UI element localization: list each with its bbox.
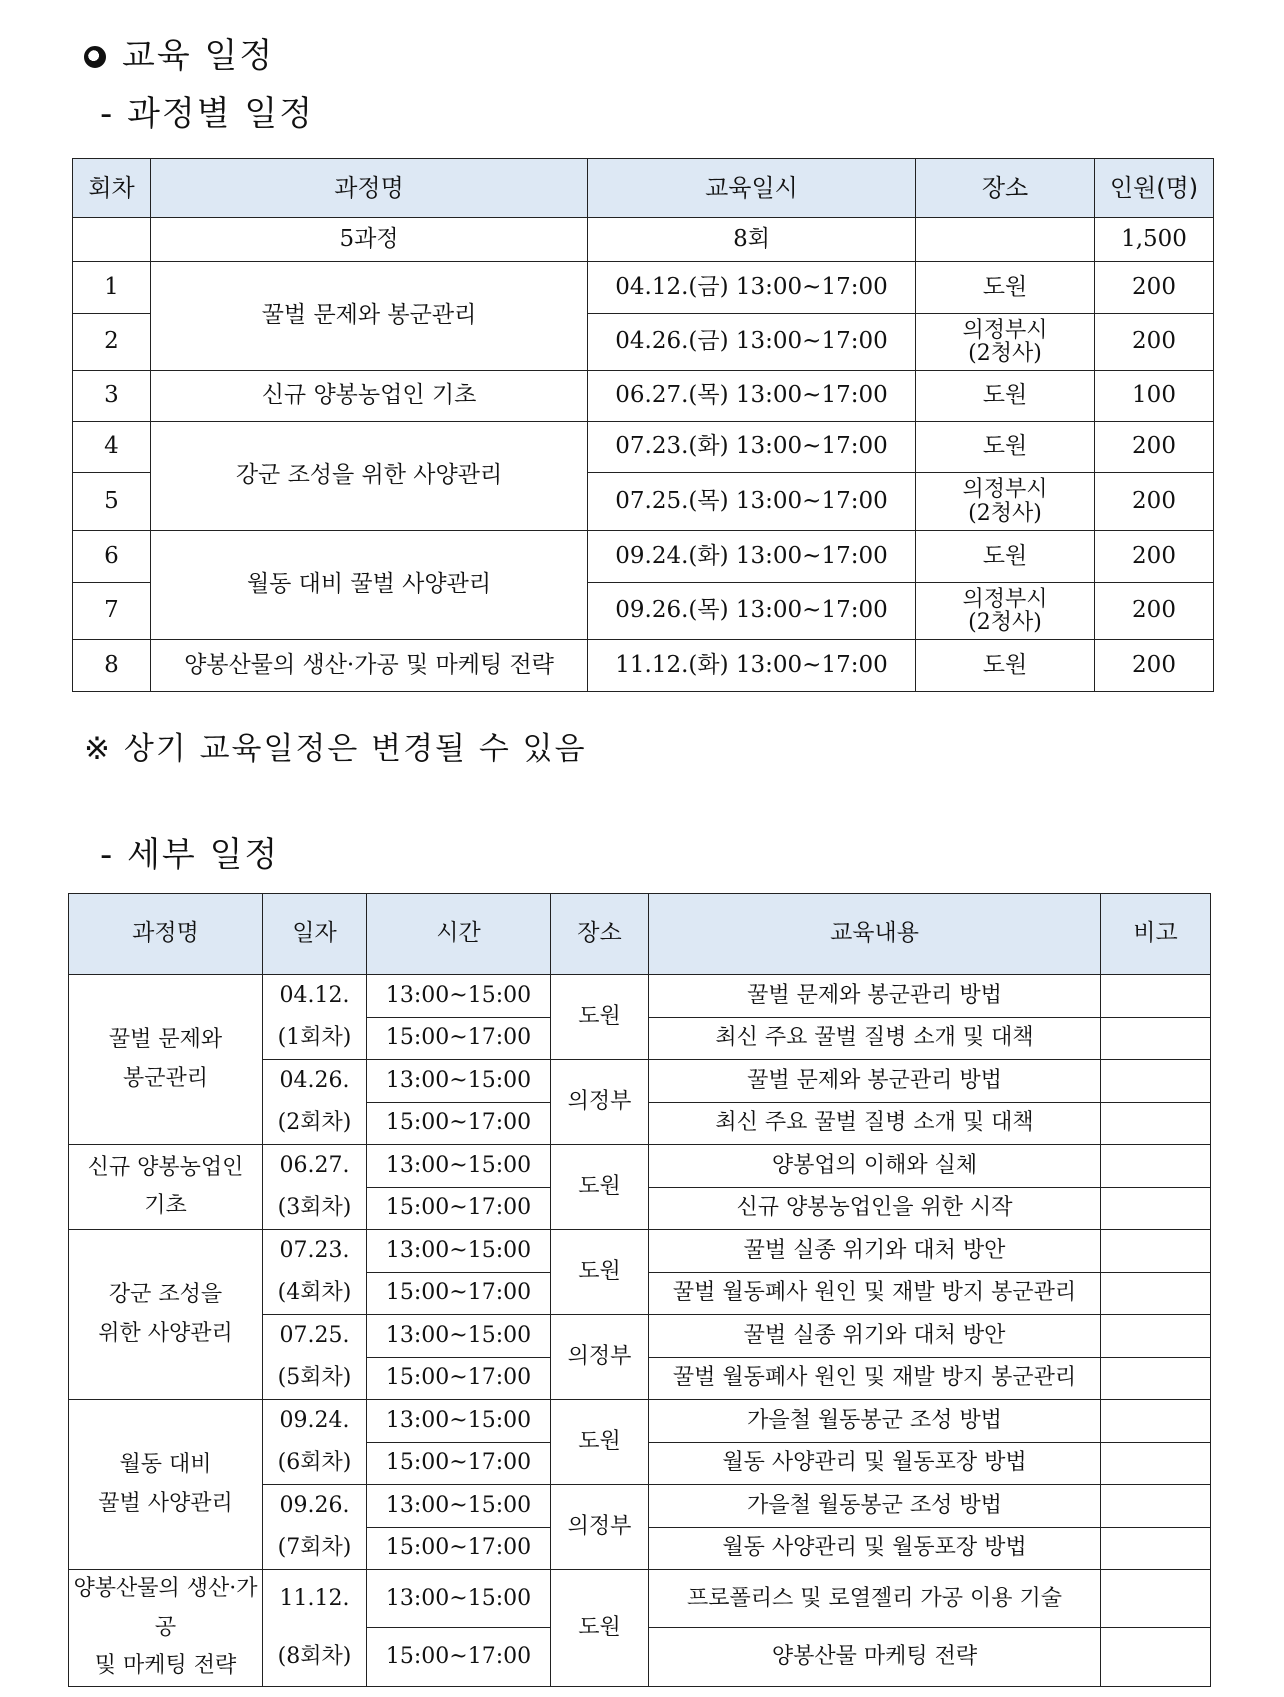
- remarks-cell: [1101, 975, 1211, 1018]
- course-name-line: 월동 대비: [119, 1452, 212, 1477]
- total-place: [916, 218, 1095, 262]
- date-cell: 04.12.: [263, 975, 367, 1018]
- content-cell: 월동 사양관리 및 월동포장 방법: [649, 1527, 1101, 1570]
- header-time: 시간: [367, 894, 551, 975]
- remarks-cell: [1101, 1485, 1211, 1528]
- place-cell: 도원: [916, 640, 1095, 692]
- section-heading-schedule: [84, 28, 274, 77]
- course-cell: 월동 대비 꿀벌 사양관리: [151, 531, 588, 640]
- time-cell: 13:00~15:00: [367, 1570, 551, 1628]
- table-header-row: [73, 159, 1214, 218]
- place-cell: 도원: [916, 531, 1095, 583]
- time-cell: 15:00~17:00: [367, 1187, 551, 1230]
- table-row: [73, 640, 1214, 692]
- content-cell: 최신 주요 꿀벌 질병 소개 및 대책: [649, 1017, 1101, 1060]
- remarks-cell: [1101, 1230, 1211, 1273]
- people-cell: 200: [1095, 422, 1214, 473]
- round-cell: 6: [73, 531, 151, 583]
- place-sub: (2청사): [968, 610, 1042, 635]
- people-cell: 200: [1095, 531, 1214, 583]
- date-cell: 07.25.: [263, 1315, 367, 1358]
- round-cell: (3회차): [263, 1187, 367, 1230]
- total-round: [73, 218, 151, 262]
- round-cell: (7회차): [263, 1527, 367, 1570]
- table-row: [69, 1400, 1211, 1443]
- course-name-cell: [69, 1570, 263, 1687]
- round-cell: 5: [73, 473, 151, 531]
- header-course: 과정명: [69, 894, 263, 975]
- time-cell: 13:00~15:00: [367, 975, 551, 1018]
- people-cell: 200: [1095, 314, 1214, 371]
- remarks-cell: [1101, 1315, 1211, 1358]
- course-cell: 강군 조성을 위한 사양관리: [151, 422, 588, 531]
- course-name-cell: [69, 975, 263, 1145]
- datetime-cell: 09.24.(화) 13:00~17:00: [588, 531, 916, 583]
- place-cell: 도원: [551, 1570, 649, 1687]
- heading-text: 교육 일정: [122, 36, 275, 76]
- course-name-line: 양봉산물의 생산·가공: [73, 1576, 258, 1640]
- time-cell: 15:00~17:00: [367, 1357, 551, 1400]
- place-name: 의정부시: [962, 317, 1048, 343]
- header-remarks: 비고: [1101, 894, 1211, 975]
- header-content: 교육내용: [649, 894, 1101, 975]
- circle-bullet-icon: [84, 46, 106, 68]
- place-cell: 도원: [916, 262, 1095, 314]
- remarks-cell: [1101, 1570, 1211, 1628]
- total-row: [73, 218, 1214, 262]
- round-cell: (2회차): [263, 1102, 367, 1145]
- place-cell: 의정부: [551, 1060, 649, 1145]
- place-cell: 도원: [551, 1145, 649, 1230]
- course-name-cell: [69, 1400, 263, 1570]
- time-cell: 15:00~17:00: [367, 1272, 551, 1315]
- time-cell: 15:00~17:00: [367, 1527, 551, 1570]
- datetime-cell: 04.26.(금) 13:00~17:00: [588, 314, 916, 371]
- remarks-cell: [1101, 1357, 1211, 1400]
- time-cell: 13:00~15:00: [367, 1400, 551, 1443]
- datetime-cell: 04.12.(금) 13:00~17:00: [588, 262, 916, 314]
- time-cell: 13:00~15:00: [367, 1230, 551, 1273]
- people-cell: 200: [1095, 473, 1214, 531]
- time-cell: 15:00~17:00: [367, 1017, 551, 1060]
- content-cell: 꿀벌 문제와 봉군관리 방법: [649, 975, 1101, 1018]
- remarks-cell: [1101, 1187, 1211, 1230]
- table-row: [73, 422, 1214, 473]
- round-cell: (6회차): [263, 1442, 367, 1485]
- course-name-line: 및 마케팅 전략: [94, 1653, 237, 1678]
- content-cell: 꿀벌 월동폐사 원인 및 재발 방지 봉군관리: [649, 1357, 1101, 1400]
- date-cell: 07.23.: [263, 1230, 367, 1273]
- place-sub: (2청사): [968, 500, 1042, 526]
- round-cell: 7: [73, 583, 151, 640]
- course-name-cell: [69, 1230, 263, 1400]
- course-cell: 양봉산물의 생산·가공 및 마케팅 전략: [151, 640, 588, 692]
- round-cell: (1회차): [263, 1017, 367, 1060]
- remarks-cell: [1101, 1060, 1211, 1103]
- place-cell: [916, 583, 1095, 640]
- remarks-cell: [1101, 1017, 1211, 1060]
- total-people: 1,500: [1095, 218, 1214, 262]
- subheading-detail-schedule: - 세부 일정: [100, 835, 280, 875]
- remarks-cell: [1101, 1145, 1211, 1188]
- course-name-line: 꿀벌 사양관리: [98, 1490, 233, 1516]
- time-cell: 15:00~17:00: [367, 1628, 551, 1686]
- place-name: 의정부시: [962, 586, 1048, 612]
- datetime-cell: 07.25.(목) 13:00~17:00: [588, 473, 916, 531]
- content-cell: 신규 양봉농업인을 위한 시작: [649, 1187, 1101, 1230]
- round-cell: (8회차): [263, 1628, 367, 1686]
- schedule-change-note: ※ 상기 교육일정은 변경될 수 있음: [84, 731, 587, 767]
- remarks-cell: [1101, 1442, 1211, 1485]
- time-cell: 13:00~15:00: [367, 1485, 551, 1528]
- time-cell: 15:00~17:00: [367, 1102, 551, 1145]
- place-cell: 도원: [916, 371, 1095, 422]
- content-cell: 프로폴리스 및 로열젤리 가공 이용 기술: [649, 1570, 1101, 1628]
- detail-table-body: [69, 975, 1211, 1687]
- table-row: [73, 531, 1214, 583]
- remarks-cell: [1101, 1527, 1211, 1570]
- content-cell: 월동 사양관리 및 월동포장 방법: [649, 1442, 1101, 1485]
- place-cell: 의정부: [551, 1315, 649, 1400]
- course-name-cell: [69, 1145, 263, 1230]
- content-cell: 꿀벌 실종 위기와 대처 방안: [649, 1315, 1101, 1358]
- remarks-cell: [1101, 1272, 1211, 1315]
- course-name-line: 신규 양봉농업인: [87, 1154, 244, 1180]
- table-row: [69, 975, 1211, 1018]
- place-cell: [916, 314, 1095, 371]
- content-cell: 양봉업의 이해와 실체: [649, 1145, 1101, 1188]
- datetime-cell: 06.27.(목) 13:00~17:00: [588, 371, 916, 422]
- remarks-cell: [1101, 1628, 1211, 1686]
- remarks-cell: [1101, 1102, 1211, 1145]
- round-cell: 8: [73, 640, 151, 692]
- date-cell: 04.26.: [263, 1060, 367, 1103]
- content-cell: 가을철 월동봉군 조성 방법: [649, 1485, 1101, 1528]
- header-place: 장소: [551, 894, 649, 975]
- date-cell: 09.26.: [263, 1485, 367, 1528]
- date-cell: 06.27.: [263, 1145, 367, 1188]
- content-cell: 꿀벌 실종 위기와 대처 방안: [649, 1230, 1101, 1273]
- header-place: 장소: [916, 159, 1095, 218]
- course-name-line: 꿀벌 문제와: [108, 1027, 223, 1052]
- time-cell: 13:00~15:00: [367, 1315, 551, 1358]
- place-name: 의정부시: [962, 477, 1048, 503]
- people-cell: 200: [1095, 583, 1214, 640]
- place-cell: 도원: [551, 1230, 649, 1315]
- round-cell: 2: [73, 314, 151, 371]
- header-people: 인원(명): [1095, 159, 1214, 218]
- course-name-line: 위한 사양관리: [98, 1320, 233, 1346]
- course-name-line: 기초: [144, 1193, 187, 1218]
- content-cell: 양봉산물 마케팅 전략: [649, 1628, 1101, 1686]
- table-row: [69, 1145, 1211, 1188]
- time-cell: 13:00~15:00: [367, 1145, 551, 1188]
- round-cell: 1: [73, 262, 151, 314]
- time-cell: 13:00~15:00: [367, 1060, 551, 1103]
- content-cell: 최신 주요 꿀벌 질병 소개 및 대책: [649, 1102, 1101, 1145]
- date-cell: 09.24.: [263, 1400, 367, 1443]
- content-cell: 꿀벌 월동폐사 원인 및 재발 방지 봉군관리: [649, 1272, 1101, 1315]
- round-cell: 3: [73, 371, 151, 422]
- place-cell: [916, 473, 1095, 531]
- header-course: 과정명: [151, 159, 588, 218]
- course-cell: 신규 양봉농업인 기초: [151, 371, 588, 422]
- table-row: [73, 371, 1214, 422]
- round-cell: 4: [73, 422, 151, 473]
- table-row: [73, 262, 1214, 314]
- people-cell: 200: [1095, 262, 1214, 314]
- table-row: [69, 1570, 1211, 1628]
- datetime-cell: 11.12.(화) 13:00~17:00: [588, 640, 916, 692]
- header-date: 일자: [263, 894, 367, 975]
- place-cell: 도원: [551, 975, 649, 1060]
- total-datetime: 8회: [588, 218, 916, 262]
- content-cell: 가을철 월동봉군 조성 방법: [649, 1400, 1101, 1443]
- place-cell: 의정부: [551, 1485, 649, 1570]
- datetime-cell: 07.23.(화) 13:00~17:00: [588, 422, 916, 473]
- course-name-line: 봉군관리: [122, 1065, 208, 1091]
- datetime-cell: 09.26.(목) 13:00~17:00: [588, 583, 916, 640]
- header-datetime: 교육일시: [588, 159, 916, 218]
- detail-schedule-table: [68, 893, 1211, 1687]
- course-cell: 꿀벌 문제와 봉군관리: [151, 262, 588, 371]
- round-cell: (4회차): [263, 1272, 367, 1315]
- place-cell: 도원: [916, 422, 1095, 473]
- people-cell: 200: [1095, 640, 1214, 692]
- table-row: [69, 1230, 1211, 1273]
- round-cell: (5회차): [263, 1357, 367, 1400]
- content-cell: 꿀벌 문제와 봉군관리 방법: [649, 1060, 1101, 1103]
- date-cell: 11.12.: [263, 1570, 367, 1628]
- place-sub: (2청사): [968, 341, 1042, 366]
- remarks-cell: [1101, 1400, 1211, 1443]
- total-course: 5과정: [151, 218, 588, 262]
- time-cell: 15:00~17:00: [367, 1442, 551, 1485]
- header-round: 회차: [73, 159, 151, 218]
- place-cell: 도원: [551, 1400, 649, 1485]
- course-schedule-table: [72, 158, 1214, 692]
- subheading-course-schedule: - 과정별 일정: [100, 94, 315, 134]
- people-cell: 100: [1095, 371, 1214, 422]
- course-name-line: 강군 조성을: [108, 1282, 223, 1307]
- table-header-row: [69, 894, 1211, 975]
